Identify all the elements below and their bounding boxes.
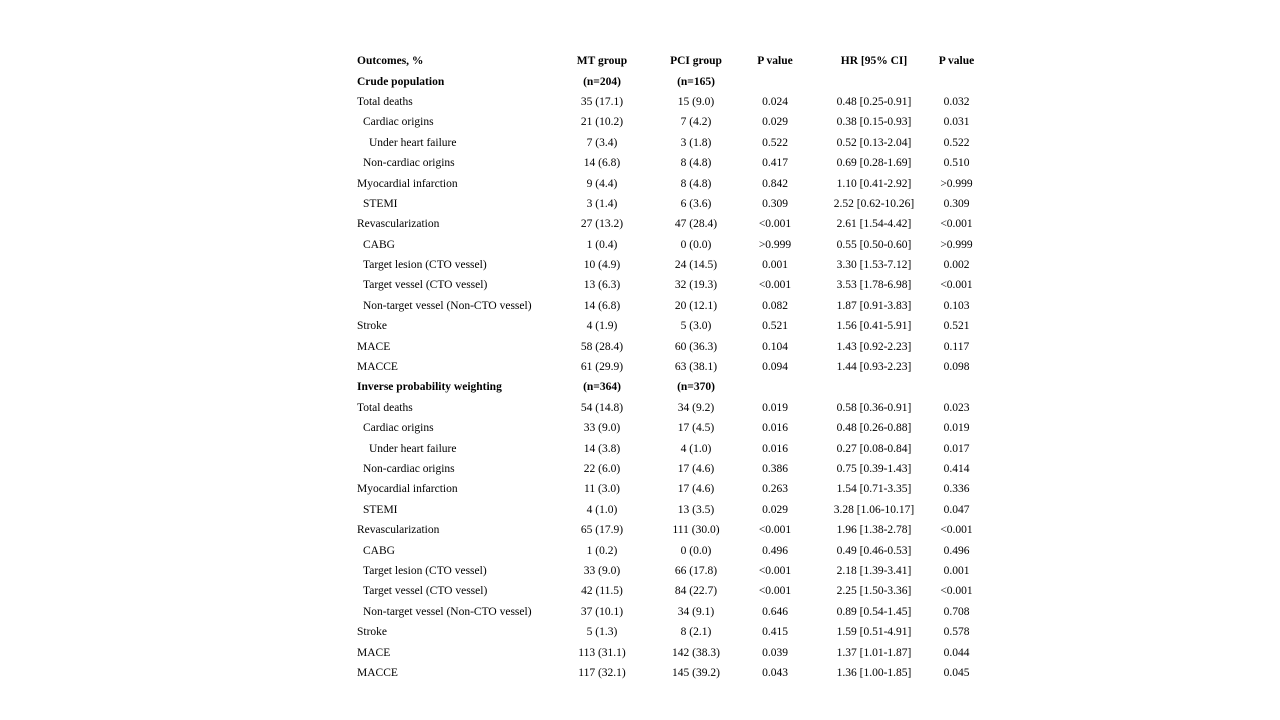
hr-ci-cell: 2.18 [1.39-3.41] xyxy=(836,564,912,577)
p-value-cell: <0.001 xyxy=(758,564,792,577)
adjusted-p-value-cell: 0.336 xyxy=(943,483,970,496)
p-value-cell: 0.309 xyxy=(762,197,788,210)
table-row xyxy=(357,153,980,173)
pci-group-cell: 111 (30.0) xyxy=(672,524,720,537)
outcome-cell: Myocardial infarction xyxy=(357,177,458,190)
mt-group-cell: 65 (17.9) xyxy=(580,524,624,537)
outcomes-table-body xyxy=(357,51,980,683)
table-row xyxy=(357,214,980,234)
hr-ci-cell: 2.61 [1.54-4.42] xyxy=(836,218,912,231)
mt-group-cell: 3 (1.4) xyxy=(586,197,618,210)
table-row xyxy=(357,622,980,642)
table-header-row xyxy=(357,51,980,71)
table-row xyxy=(357,133,980,153)
p-value-cell: 0.104 xyxy=(762,340,788,353)
pci-group-cell: 5 (3.0) xyxy=(680,320,712,333)
mt-group-cell: 61 (29.9) xyxy=(580,361,624,374)
hr-ci-cell xyxy=(815,71,933,91)
p-value-cell: 0.415 xyxy=(762,626,788,639)
adjusted-p-value-cell: 0.117 xyxy=(943,340,970,353)
table-row xyxy=(357,92,980,112)
hr-ci-cell: 0.75 [0.39-1.43] xyxy=(836,463,912,475)
mt-group-cell: 5 (1.3) xyxy=(586,626,618,639)
adjusted-p-value-cell: 0.031 xyxy=(943,116,970,129)
hr-ci-cell: 0.27 [0.08-0.84] xyxy=(836,442,912,455)
outcome-cell: Revascularization xyxy=(357,524,440,537)
table-row xyxy=(357,642,980,662)
table-row xyxy=(357,602,980,622)
p-value-cell: 0.029 xyxy=(762,116,788,129)
table-row xyxy=(357,296,980,316)
outcome-cell: Crude population xyxy=(357,75,445,88)
table-row xyxy=(357,316,980,336)
outcome-cell: CABG xyxy=(363,544,395,557)
p-value-cell: 0.646 xyxy=(762,605,788,618)
pci-group-cell: 3 (1.8) xyxy=(680,136,712,149)
table-row xyxy=(357,540,980,560)
outcome-cell: Outcomes, % xyxy=(357,55,424,68)
hr-ci-cell: 1.56 [0.41-5.91] xyxy=(836,320,912,333)
pci-group-cell: 17 (4.5) xyxy=(677,422,715,435)
adjusted-p-value-cell: 0.044 xyxy=(943,646,970,659)
pci-group-cell: 7 (4.2) xyxy=(680,116,712,129)
adjusted-p-value-cell: <0.001 xyxy=(940,524,973,537)
mt-group-cell: (n=364) xyxy=(583,381,621,394)
outcome-cell: MACE xyxy=(357,340,391,353)
hr-ci-cell: 1.87 [0.91-3.83] xyxy=(836,299,912,312)
hr-ci-cell: 0.48 [0.25-0.91] xyxy=(836,95,912,108)
outcome-cell: Cardiac origins xyxy=(363,116,434,129)
table-row xyxy=(357,561,980,581)
adjusted-p-value-cell: 0.032 xyxy=(943,95,970,108)
mt-group-cell: 4 (1.0) xyxy=(586,503,618,516)
adjusted-p-value-cell xyxy=(933,377,980,397)
adjusted-p-value-cell: <0.001 xyxy=(940,585,973,598)
table-row xyxy=(357,194,980,214)
outcome-cell: Total deaths xyxy=(357,401,413,414)
p-value-cell: 0.029 xyxy=(762,503,788,516)
hr-ci-cell: 1.36 [1.00-1.85] xyxy=(836,666,912,679)
outcome-cell: Non-cardiac origins xyxy=(363,463,455,475)
p-value-cell: 0.016 xyxy=(762,422,788,435)
p-value-cell: 0.417 xyxy=(762,157,788,170)
mt-group-cell: 33 (9.0) xyxy=(583,564,621,577)
pci-group-cell: 20 (12.1) xyxy=(674,299,718,312)
hr-ci-cell: 1.10 [0.41-2.92] xyxy=(836,177,912,190)
section-header-row xyxy=(357,71,980,91)
p-value-cell: <0.001 xyxy=(758,218,792,231)
hr-ci-cell: 3.28 [1.06-10.17] xyxy=(833,503,915,516)
mt-group-cell: 22 (6.0) xyxy=(583,463,621,475)
p-value-cell: 0.043 xyxy=(762,666,788,679)
pci-group-cell: 8 (4.8) xyxy=(680,177,712,190)
p-value-cell: >0.999 xyxy=(758,238,792,251)
outcome-cell: Target vessel (CTO vessel) xyxy=(363,279,488,292)
pci-group-cell: 0 (0.0) xyxy=(680,544,712,557)
p-value-cell: 0.522 xyxy=(762,136,788,149)
pci-group-cell: (n=165) xyxy=(677,75,715,88)
p-value-cell xyxy=(735,377,815,397)
p-value-cell: <0.001 xyxy=(758,524,792,537)
pci-group-cell: 17 (4.6) xyxy=(677,483,715,496)
pci-group-cell: 8 (2.1) xyxy=(680,626,712,639)
mt-group-cell: 33 (9.0) xyxy=(583,422,621,435)
pci-group-cell: 32 (19.3) xyxy=(674,279,718,292)
hr-ci-cell: 0.89 [0.54-1.45] xyxy=(836,605,912,618)
table-row xyxy=(357,235,980,255)
table-row xyxy=(357,438,980,458)
table-row xyxy=(357,581,980,601)
adjusted-p-value-cell: 0.045 xyxy=(943,666,970,679)
adjusted-p-value-cell: 0.017 xyxy=(943,442,970,455)
outcome-cell: MACE xyxy=(357,646,391,659)
pci-group-cell: 17 (4.6) xyxy=(677,463,715,475)
mt-group-cell: 27 (13.2) xyxy=(580,218,624,231)
pci-group-cell: 60 (36.3) xyxy=(674,340,718,353)
adjusted-p-value-cell: >0.999 xyxy=(940,238,973,251)
hr-ci-cell: 0.58 [0.36-0.91] xyxy=(836,401,912,414)
outcome-cell: Non-target vessel (Non-CTO vessel) xyxy=(363,605,532,618)
p-value-cell: P value xyxy=(757,55,793,68)
mt-group-cell: 35 (17.1) xyxy=(580,95,624,108)
mt-group-cell: 9 (4.4) xyxy=(586,177,618,190)
p-value-cell: 0.496 xyxy=(762,544,788,557)
p-value-cell: 0.386 xyxy=(762,463,788,475)
table-row xyxy=(357,112,980,132)
adjusted-p-value-cell: 0.522 xyxy=(943,136,970,149)
adjusted-p-value-cell: 0.309 xyxy=(943,197,970,210)
outcome-cell: Non-cardiac origins xyxy=(363,157,455,170)
pci-group-cell: 8 (4.8) xyxy=(680,157,712,170)
hr-ci-cell: 1.54 [0.71-3.35] xyxy=(836,483,912,496)
adjusted-p-value-cell: 0.001 xyxy=(943,564,970,577)
p-value-cell: 0.039 xyxy=(762,646,788,659)
outcome-cell: Cardiac origins xyxy=(363,422,434,435)
table-row xyxy=(357,459,980,479)
mt-group-cell: 37 (10.1) xyxy=(580,605,624,618)
p-value-cell: 0.019 xyxy=(762,401,788,414)
mt-group-cell: 54 (14.8) xyxy=(580,401,624,414)
pci-group-cell: 142 (38.3) xyxy=(672,646,720,659)
hr-ci-cell: 0.69 [0.28-1.69] xyxy=(836,157,912,170)
hr-ci-cell: 1.37 [1.01-1.87] xyxy=(836,646,912,659)
hr-ci-cell: 1.44 [0.93-2.23] xyxy=(836,361,912,374)
hr-ci-cell: 0.55 [0.50-0.60] xyxy=(836,238,912,251)
hr-ci-cell xyxy=(815,377,933,397)
outcome-cell: Stroke xyxy=(357,626,388,639)
pci-group-cell: 4 (1.0) xyxy=(680,442,712,455)
outcome-cell: Non-target vessel (Non-CTO vessel) xyxy=(363,299,532,312)
outcome-cell: Target lesion (CTO vessel) xyxy=(363,259,487,272)
adjusted-p-value-cell: 0.708 xyxy=(943,605,970,618)
outcome-cell: Total deaths xyxy=(357,95,413,108)
adjusted-p-value-cell: 0.414 xyxy=(943,463,970,475)
outcome-cell: MACCE xyxy=(357,666,398,679)
pci-group-cell: 6 (3.6) xyxy=(680,197,712,210)
adjusted-p-value-cell: <0.001 xyxy=(940,279,973,292)
hr-ci-cell: 2.25 [1.50-3.36] xyxy=(836,585,912,598)
outcome-cell: STEMI xyxy=(363,197,398,210)
table-row xyxy=(357,479,980,499)
adjusted-p-value-cell: >0.999 xyxy=(940,177,973,190)
table-row xyxy=(357,173,980,193)
table-row xyxy=(357,663,980,683)
mt-group-cell: 14 (6.8) xyxy=(583,299,621,312)
table-row xyxy=(357,255,980,275)
mt-group-cell: 14 (3.8) xyxy=(583,442,621,455)
pci-group-cell: 13 (3.5) xyxy=(677,503,715,516)
mt-group-cell: 14 (6.8) xyxy=(583,157,621,170)
outcome-cell: Revascularization xyxy=(357,218,440,231)
mt-group-cell: MT group xyxy=(576,55,628,68)
table-row xyxy=(357,398,980,418)
table-row xyxy=(357,275,980,295)
mt-group-cell: 113 (31.1) xyxy=(578,646,626,659)
table-row xyxy=(357,418,980,438)
mt-group-cell: 117 (32.1) xyxy=(578,666,626,679)
hr-ci-cell: 0.38 [0.15-0.93] xyxy=(836,116,912,129)
table-row xyxy=(357,336,980,356)
outcome-cell: MACCE xyxy=(357,361,398,374)
adjusted-p-value-cell: 0.047 xyxy=(943,503,970,516)
mt-group-cell: 58 (28.4) xyxy=(580,340,624,353)
adjusted-p-value-cell: 0.103 xyxy=(943,299,970,312)
adjusted-p-value-cell: 0.578 xyxy=(943,626,970,639)
outcome-cell: Under heart failure xyxy=(369,136,457,149)
mt-group-cell: 7 (3.4) xyxy=(586,136,618,149)
mt-group-cell: 11 (3.0) xyxy=(584,483,620,496)
hr-ci-cell: 1.43 [0.92-2.23] xyxy=(836,340,912,353)
p-value-cell: 0.521 xyxy=(762,320,788,333)
pci-group-cell: 24 (14.5) xyxy=(674,259,718,272)
outcomes-table xyxy=(357,51,980,683)
mt-group-cell: 42 (11.5) xyxy=(581,585,623,598)
section-header-row xyxy=(357,377,980,397)
p-value-cell: 0.842 xyxy=(762,177,788,190)
mt-group-cell: 1 (0.2) xyxy=(586,544,618,557)
hr-ci-cell: 1.96 [1.38-2.78] xyxy=(836,524,912,537)
pci-group-cell: 34 (9.1) xyxy=(677,605,715,618)
adjusted-p-value-cell: 0.002 xyxy=(943,259,970,272)
table-row xyxy=(357,500,980,520)
adjusted-p-value-cell: 0.496 xyxy=(943,544,970,557)
outcome-cell: Stroke xyxy=(357,320,388,333)
table-row xyxy=(357,357,980,377)
hr-ci-cell: 0.49 [0.46-0.53] xyxy=(836,544,912,557)
pci-group-cell: 47 (28.4) xyxy=(674,218,718,231)
pci-group-cell: 15 (9.0) xyxy=(677,95,715,108)
pci-group-cell: 145 (39.2) xyxy=(672,666,720,679)
mt-group-cell: 13 (6.3) xyxy=(583,279,621,292)
hr-ci-cell: 0.52 [0.13-2.04] xyxy=(836,136,912,149)
pci-group-cell: PCI group xyxy=(670,55,722,68)
outcome-cell: Target lesion (CTO vessel) xyxy=(363,564,487,577)
pci-group-cell: (n=370) xyxy=(677,381,715,394)
hr-ci-cell: HR [95% CI] xyxy=(840,55,908,68)
adjusted-p-value-cell: 0.521 xyxy=(943,320,970,333)
pci-group-cell: 34 (9.2) xyxy=(677,401,715,414)
adjusted-p-value-cell: 0.510 xyxy=(943,157,970,170)
mt-group-cell: (n=204) xyxy=(583,75,621,88)
outcome-cell: STEMI xyxy=(363,503,398,516)
outcome-cell: Under heart failure xyxy=(369,442,457,455)
pci-group-cell: 66 (17.8) xyxy=(674,564,718,577)
adjusted-p-value-cell: 0.019 xyxy=(943,422,970,435)
p-value-cell: <0.001 xyxy=(758,279,792,292)
p-value-cell xyxy=(735,71,815,91)
p-value-cell: 0.082 xyxy=(762,299,788,312)
p-value-cell: 0.016 xyxy=(762,442,788,455)
mt-group-cell: 21 (10.2) xyxy=(580,116,624,129)
p-value-cell: 0.024 xyxy=(762,95,788,108)
adjusted-p-value-cell: 0.023 xyxy=(943,401,970,414)
mt-group-cell: 1 (0.4) xyxy=(586,238,618,251)
table-row xyxy=(357,520,980,540)
hr-ci-cell: 3.53 [1.78-6.98] xyxy=(836,279,912,292)
pci-group-cell: 0 (0.0) xyxy=(680,238,712,251)
outcome-cell: Target vessel (CTO vessel) xyxy=(363,585,488,598)
adjusted-p-value-cell xyxy=(933,71,980,91)
outcome-cell: Myocardial infarction xyxy=(357,483,458,496)
adjusted-p-value-cell: <0.001 xyxy=(940,218,973,231)
outcome-cell: Inverse probability weighting xyxy=(357,381,502,394)
pci-group-cell: 63 (38.1) xyxy=(674,361,718,374)
mt-group-cell: 4 (1.9) xyxy=(586,320,618,333)
hr-ci-cell: 3.30 [1.53-7.12] xyxy=(836,259,912,272)
p-value-cell: 0.001 xyxy=(762,259,788,272)
hr-ci-cell: 1.59 [0.51-4.91] xyxy=(836,626,912,639)
p-value-cell: 0.263 xyxy=(762,483,788,496)
pci-group-cell: 84 (22.7) xyxy=(674,585,718,598)
p-value-cell: <0.001 xyxy=(758,585,792,598)
adjusted-p-value-cell: P value xyxy=(938,55,975,68)
p-value-cell: 0.094 xyxy=(762,361,788,374)
hr-ci-cell: 0.48 [0.26-0.88] xyxy=(836,422,912,435)
hr-ci-cell: 2.52 [0.62-10.26] xyxy=(833,197,915,210)
outcome-cell: CABG xyxy=(363,238,395,251)
mt-group-cell: 10 (4.9) xyxy=(583,259,621,272)
adjusted-p-value-cell: 0.098 xyxy=(943,361,970,374)
